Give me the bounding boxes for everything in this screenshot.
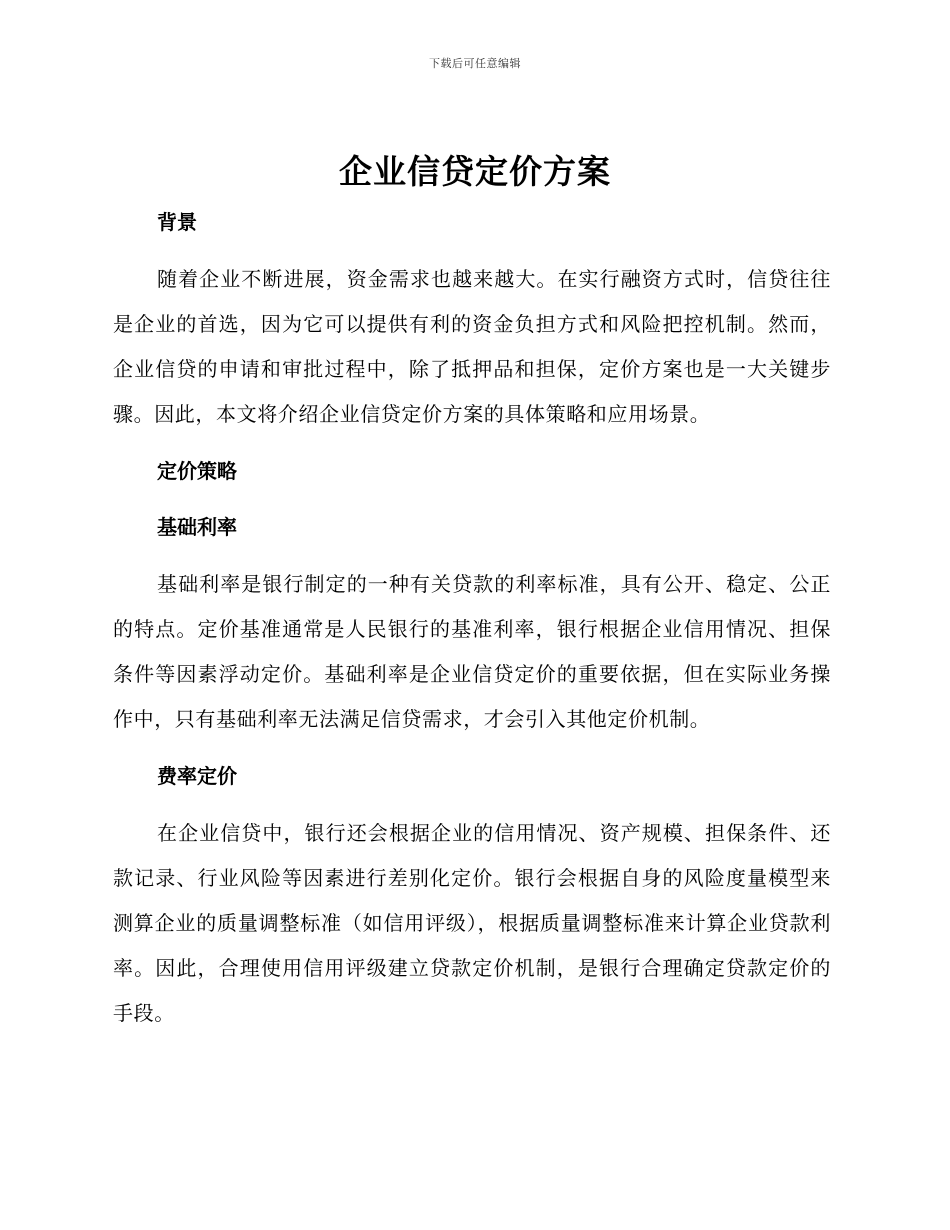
section-heading-base-rate: 基础利率	[157, 515, 237, 539]
document-title: 企业信贷定价方案	[339, 152, 611, 191]
paragraph-base-rate: 基础利率是银行制定的一种有关贷款的利率标准，具有公开、稳定、公正的特点。定价基准通常是人民银行的基准利率，银行根据企业信用情况、担保条件等因素浮动定价。基础利率是企业信贷定价的重要依据，但在实际业务操作中，只有基础利率无法满足信贷需求，才会引入其他定价机制。	[113, 572, 831, 731]
section-heading-pricing-strategy: 定价策略	[157, 459, 237, 483]
header-note: 下载后可任意编辑	[429, 57, 521, 70]
paragraph-fee-pricing: 在企业信贷中，银行还会根据企业的信用情况、资产规模、担保条件、还款记录、行业风险等因素进行差别化定价。银行会根据自身的风险度量模型来测算企业的质量调整标准（如信用评级），根据质量调整标准来计算企业贷款利率。因此，合理使用信用评级建立贷款定价机制，是银行合理确定贷款定价的手段。	[113, 821, 831, 1025]
document-body	[113, 200, 831, 1036]
section-heading-background: 背景	[157, 210, 197, 234]
section-heading-fee-pricing: 费率定价	[157, 764, 237, 788]
paragraph-background: 随着企业不断进展，资金需求也越来越大。在实行融资方式时，信贷往往是企业的首选，因为它可以提供有利的资金负担方式和风险把控机制。然而，企业信贷的申请和审批过程中，除了抵押品和担保，定价方案也是一大关键步骤。因此，本文将介绍企业信贷定价方案的具体策略和应用场景。	[113, 267, 831, 426]
